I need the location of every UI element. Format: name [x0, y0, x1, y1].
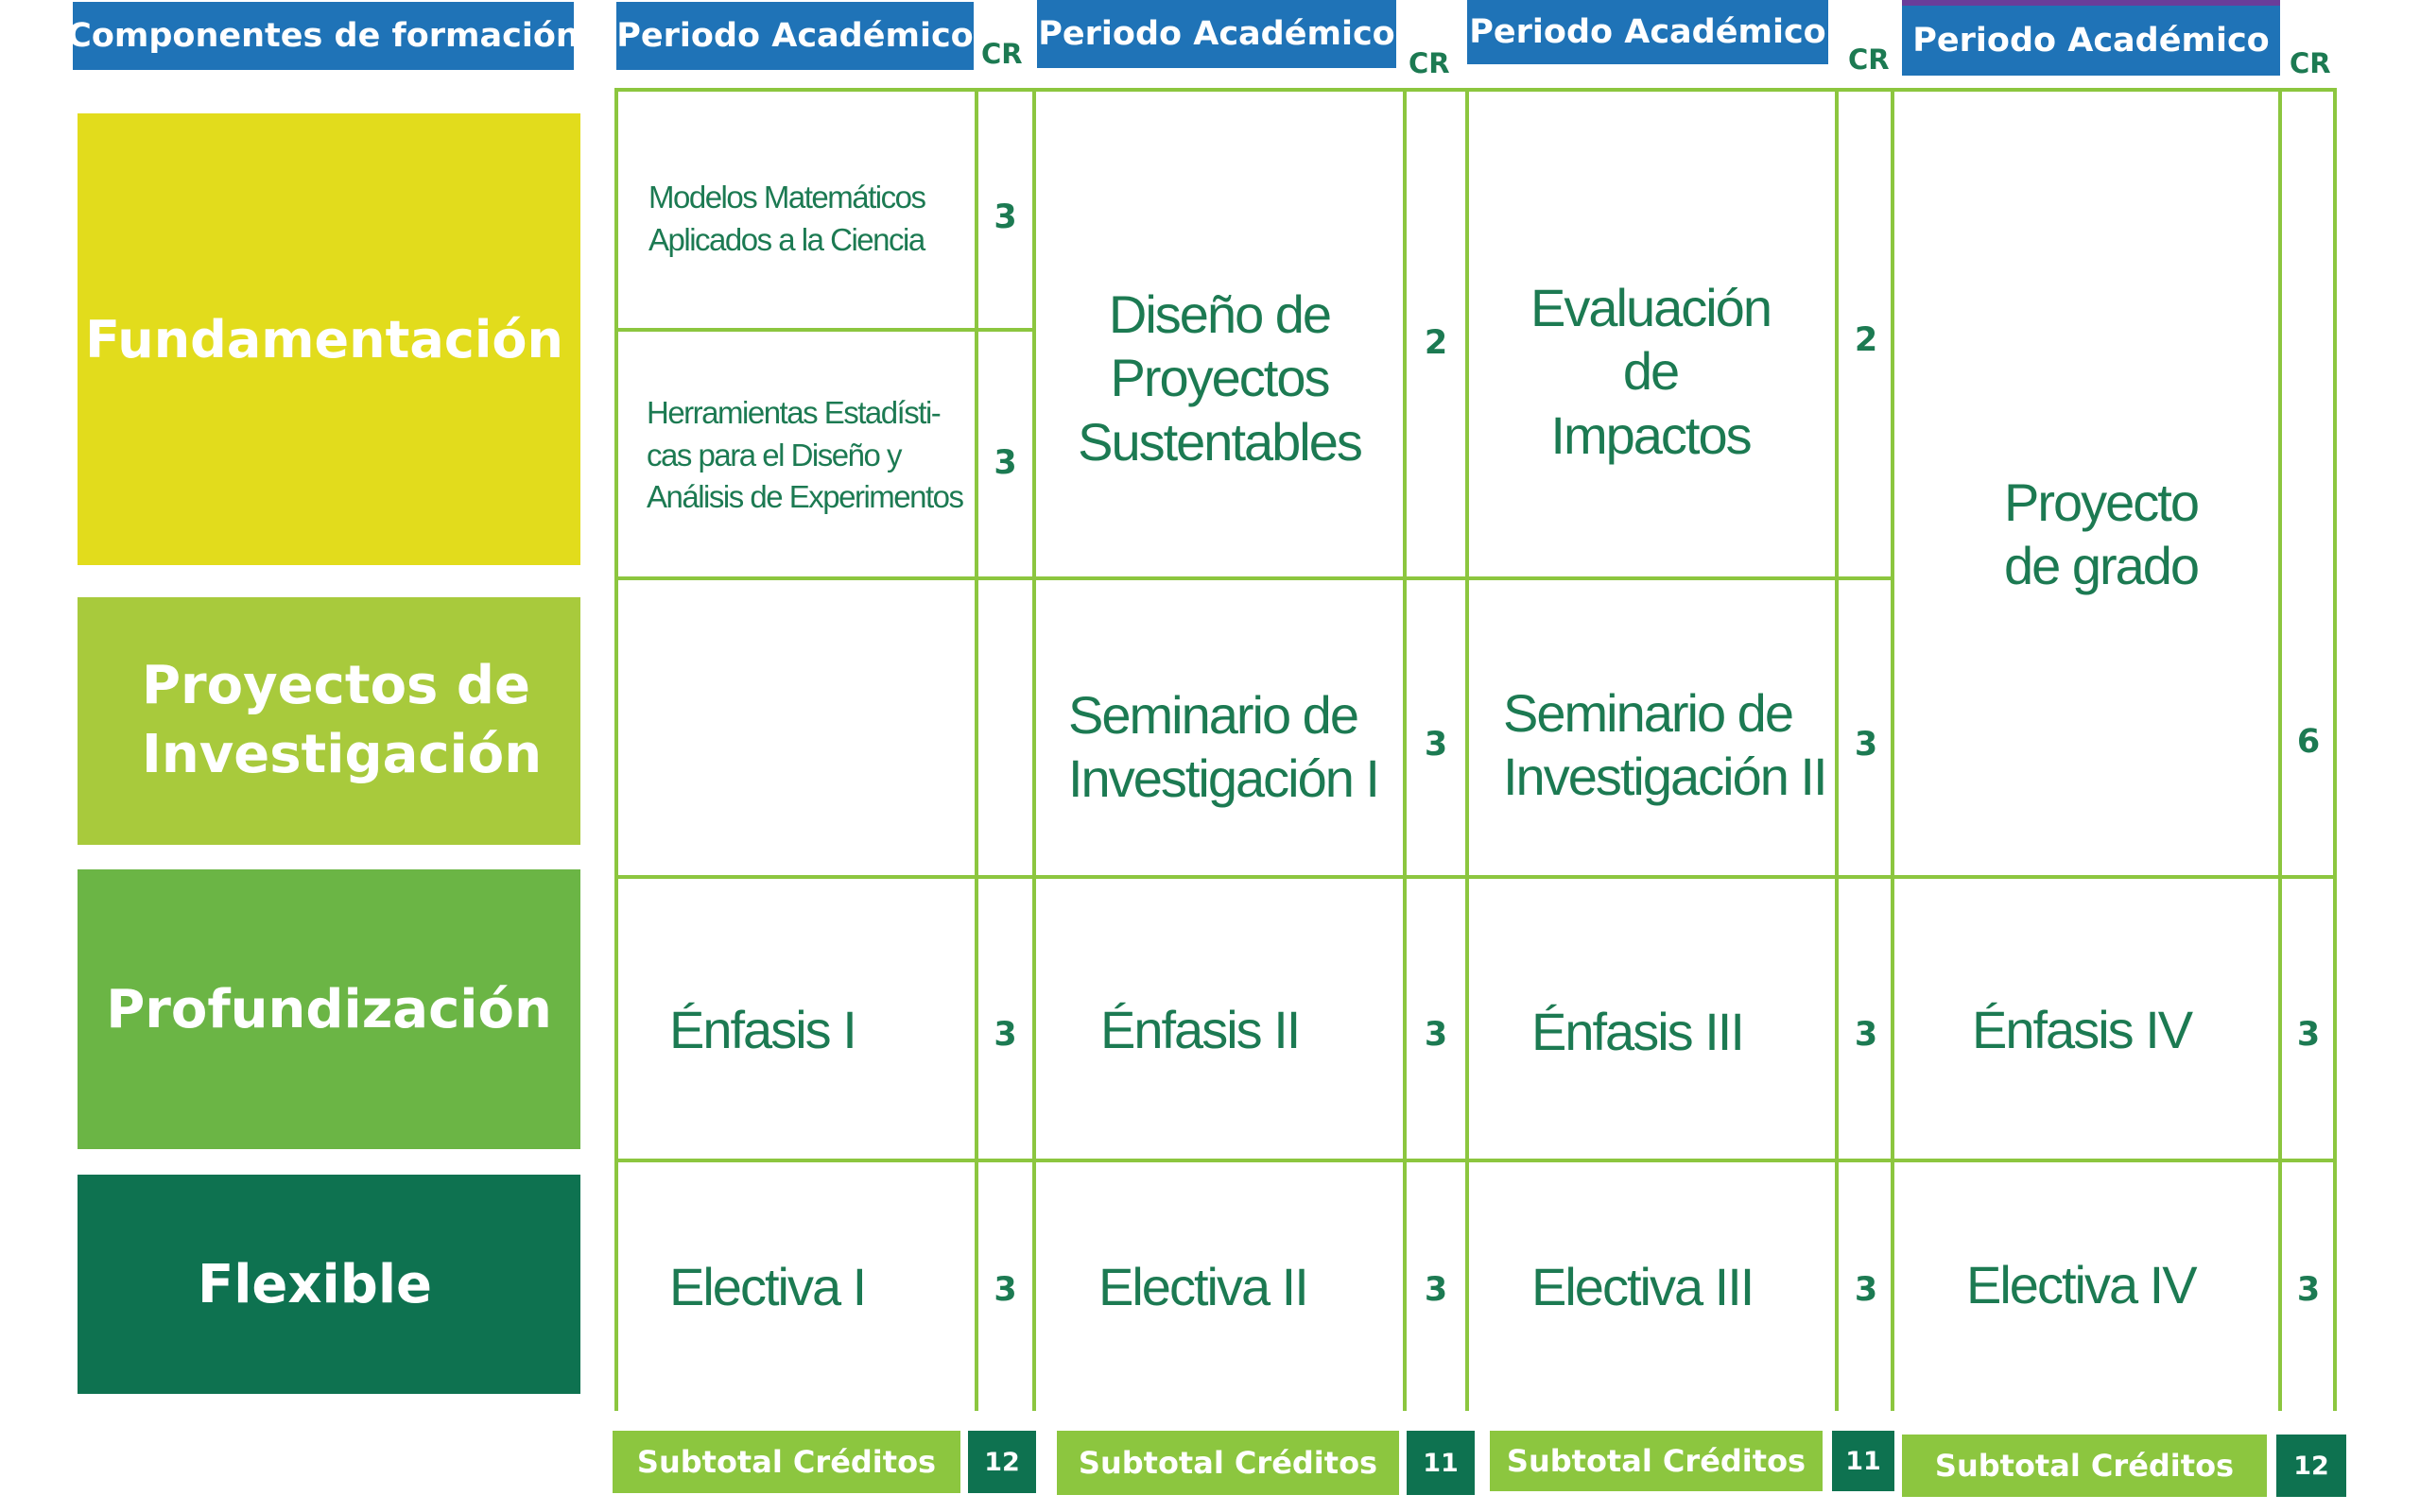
course-seminario-1: [1068, 671, 1399, 822]
course-enfasis-3: [1531, 985, 1815, 1079]
course-name: Herramientas Estadísti- cas para el Diseño y Análisis de Experimentos: [647, 395, 963, 515]
course-name: Énfasis I: [669, 1000, 856, 1060]
course-name: Seminario de Investigación II: [1503, 682, 1826, 806]
credit-seminario-1: 3: [1424, 726, 1448, 764]
component-label: Profundización: [106, 978, 552, 1040]
course-name: Modelos Matemáticos Aplicados a la Ciencia: [648, 180, 925, 257]
credit-electiva-4: 3: [2296, 1271, 2321, 1309]
subtotal-value-1: 12: [968, 1431, 1036, 1493]
course-name: Énfasis III: [1531, 1002, 1743, 1062]
components-header: Componentes de formación: [73, 2, 574, 70]
course-enfasis-4: [1972, 983, 2256, 1077]
credit-seminario-2: 3: [1854, 726, 1878, 764]
subtotal-value-3: 11: [1832, 1431, 1894, 1491]
course-enfasis-2: [1100, 983, 1384, 1077]
credit-enfasis-1: 3: [994, 1016, 1017, 1054]
course-name: Énfasis IV: [1972, 1000, 2192, 1060]
credit-electiva-2: 3: [1424, 1271, 1448, 1309]
subtotal-label-3: Subtotal Créditos: [1490, 1431, 1823, 1491]
component-profundizacion: [78, 869, 580, 1149]
period-header-1: Periodo Académico: [616, 2, 974, 70]
component-flexible: [78, 1175, 580, 1394]
course-electiva-4: [1966, 1238, 2250, 1332]
course-name: Énfasis II: [1100, 1000, 1300, 1060]
course-enfasis-1: [669, 983, 953, 1077]
course-modelos-matematicos: [648, 170, 965, 268]
course-name: Proyecto de grado: [2004, 472, 2199, 595]
component-proyectos-investigacion: [78, 597, 580, 845]
period-header-4: Periodo Académico: [1902, 0, 2280, 76]
subtotal-value-4: 12: [2276, 1435, 2346, 1497]
subtotal-value-2: 11: [1407, 1431, 1475, 1495]
cr-label-1: CR: [981, 38, 1023, 70]
credit-electiva-3: 3: [1854, 1271, 1878, 1309]
credit-enfasis-2: 3: [1424, 1016, 1448, 1054]
component-label: Fundamentación: [85, 309, 563, 369]
component-label: Proyectos de Investigación: [142, 655, 543, 785]
course-herramientas-estadisticas: [647, 370, 963, 541]
credit-herramientas: 3: [994, 444, 1017, 482]
course-name: Electiva III: [1531, 1257, 1754, 1317]
cr-label-4: CR: [2290, 47, 2331, 79]
course-proyecto-grado: [2004, 463, 2250, 605]
course-electiva-3: [1531, 1240, 1815, 1334]
credit-diseno: 2: [1424, 324, 1448, 362]
credit-electiva-1: 3: [994, 1271, 1017, 1309]
component-fundamentacion: [78, 113, 580, 565]
course-name: Electiva I: [669, 1257, 866, 1317]
component-label: Flexible: [197, 1253, 432, 1315]
course-name: Seminario de Investigación I: [1068, 684, 1378, 808]
subtotal-label-2: Subtotal Créditos: [1057, 1431, 1399, 1495]
course-electiva-1: [669, 1240, 953, 1334]
period-header-3: Periodo Académico: [1467, 0, 1828, 64]
course-name: Evaluación de Impactos: [1530, 278, 1771, 465]
course-electiva-2: [1098, 1240, 1382, 1334]
period-header-2: Periodo Académico: [1037, 0, 1396, 68]
credit-evaluacion: 2: [1854, 321, 1878, 359]
course-evaluacion-impactos: [1471, 278, 1830, 465]
cr-label-3: CR: [1848, 43, 1890, 76]
credit-enfasis-3: 3: [1854, 1016, 1878, 1054]
subtotal-label-4: Subtotal Créditos: [1902, 1435, 2267, 1497]
course-seminario-2: [1503, 669, 1834, 820]
course-name: Electiva II: [1098, 1257, 1307, 1317]
course-name: Electiva IV: [1966, 1255, 2196, 1315]
subtotal-label-1: Subtotal Créditos: [613, 1431, 960, 1493]
course-name: Diseño de Proyectos Sustentables: [1078, 284, 1361, 472]
credit-modelos: 3: [994, 198, 1017, 236]
credit-enfasis-4: 3: [2296, 1016, 2321, 1054]
cr-label-2: CR: [1409, 47, 1450, 79]
credit-proyecto-grado: 6: [2296, 723, 2321, 761]
course-diseno-proyectos: [1040, 274, 1399, 482]
